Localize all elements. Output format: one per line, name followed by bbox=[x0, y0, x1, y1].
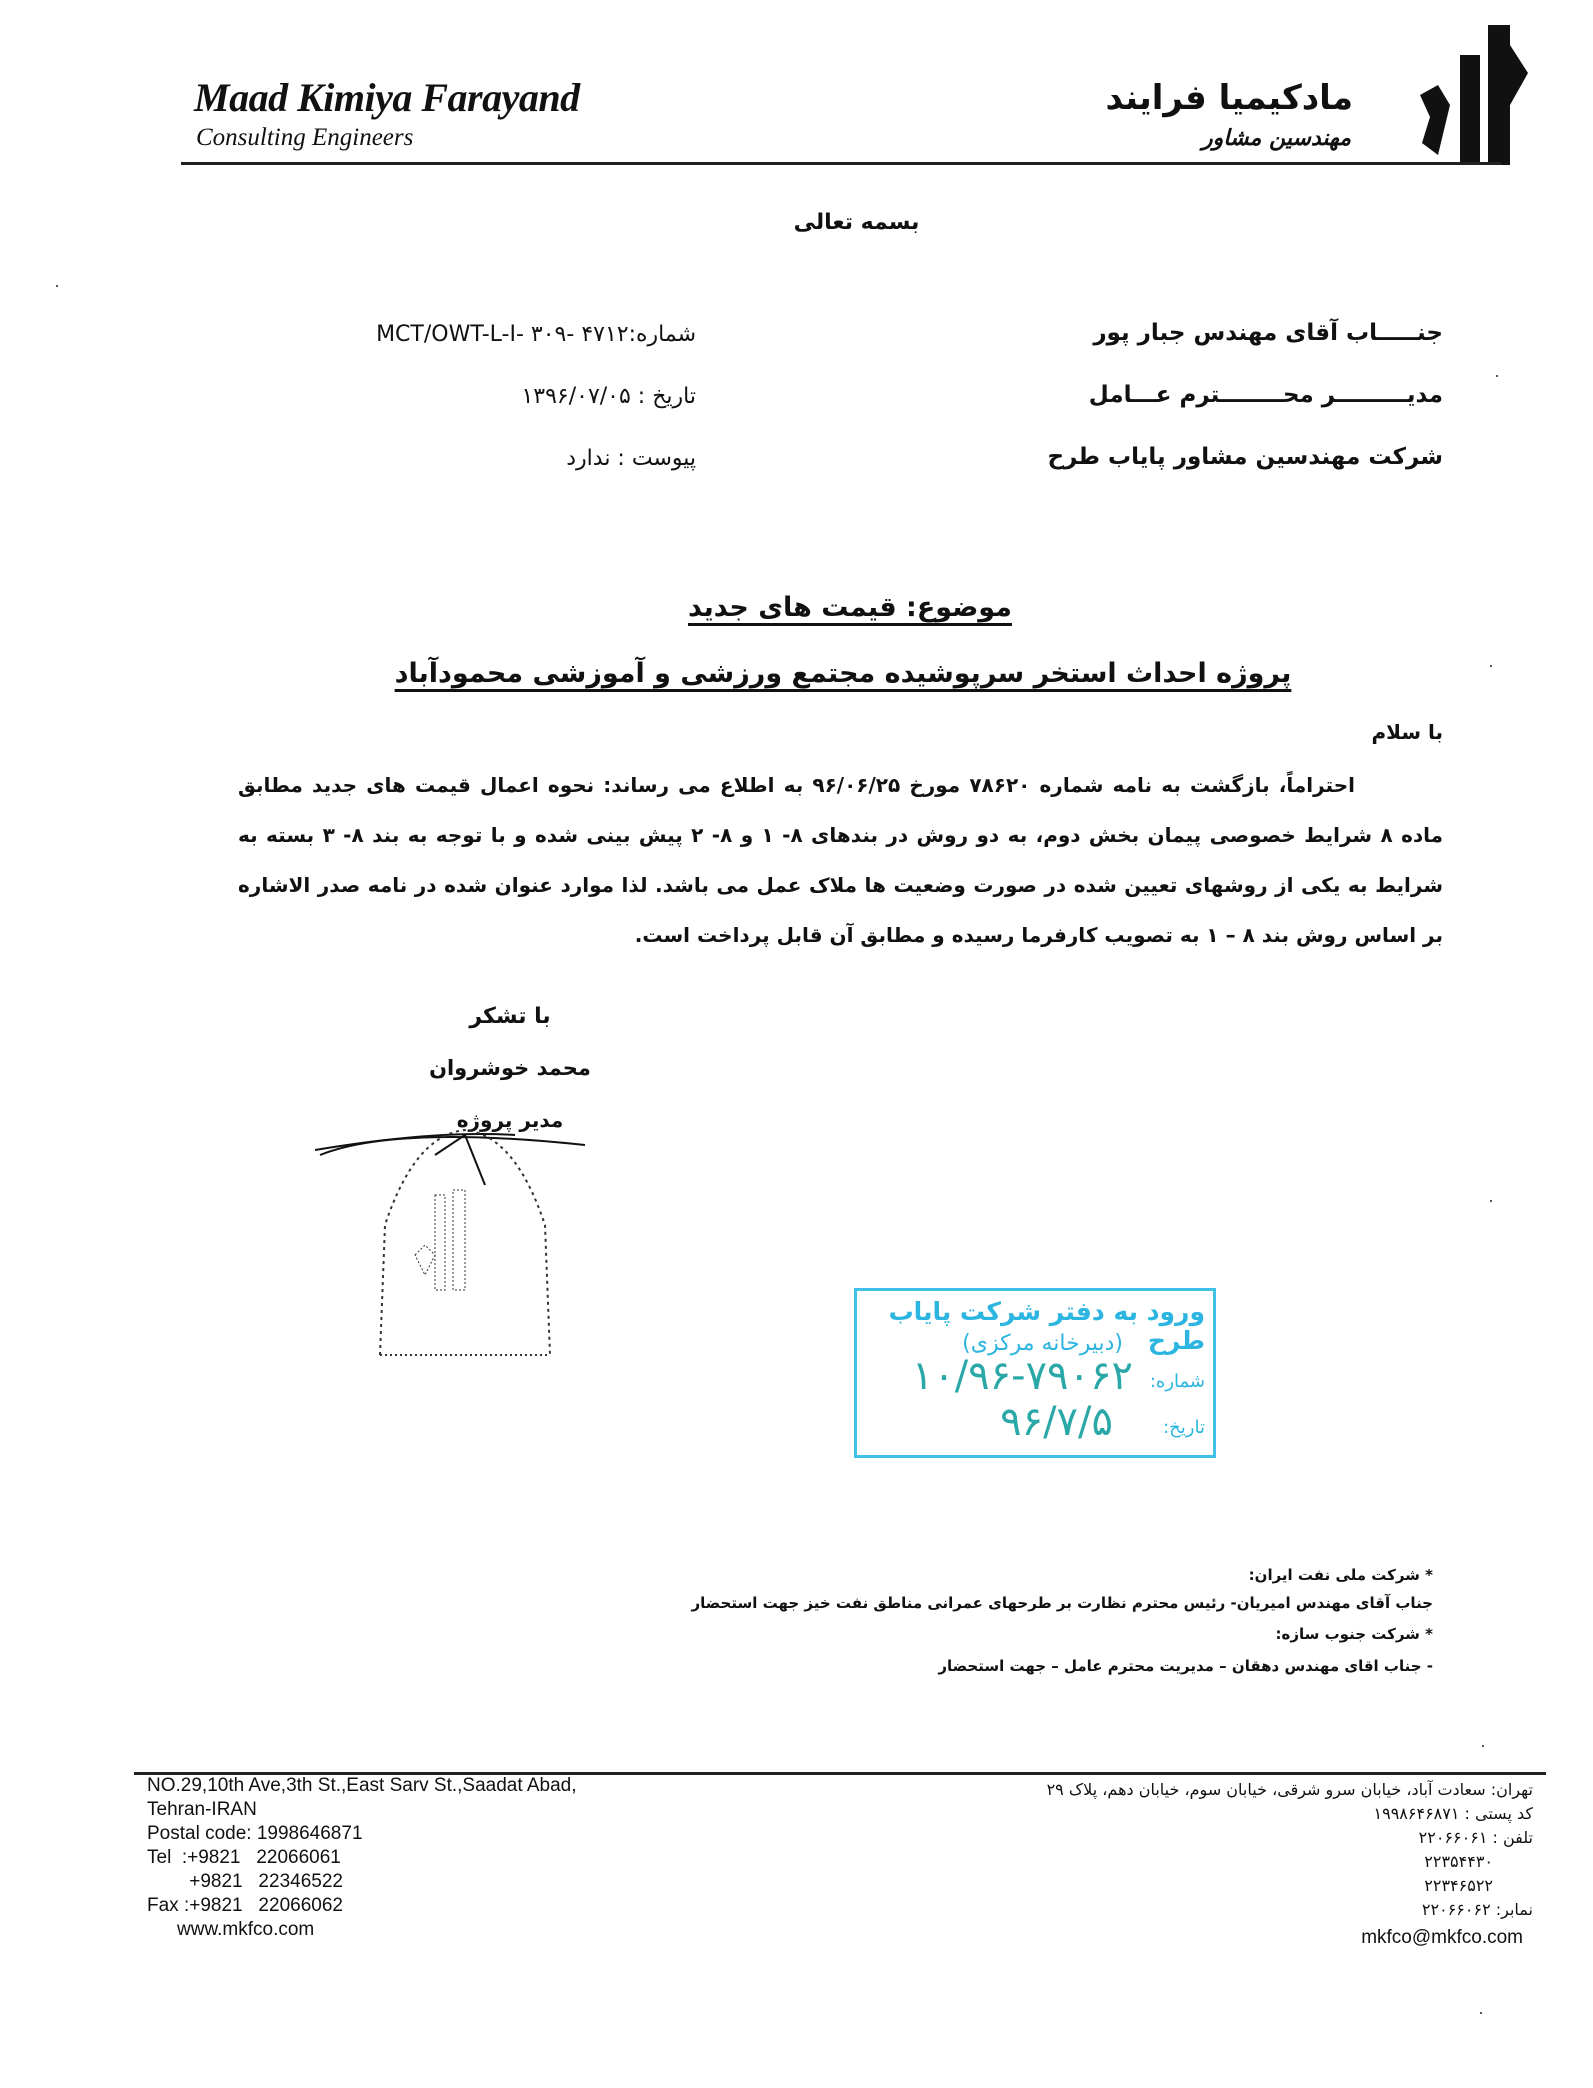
recipient-line-1: جنـــــاب آقای مهندس جبار پور bbox=[1093, 320, 1443, 346]
letter-attachment: پیوست : ندارد bbox=[566, 446, 696, 471]
header-divider bbox=[181, 162, 1501, 165]
footer-line: NO.29,10th Ave,3th St.,East Sarv St.,Saadat Abad, bbox=[147, 1775, 577, 1796]
footer-address-en bbox=[147, 1774, 577, 1942]
stamp-date-value: ۹۶/۷/۵ bbox=[1000, 1399, 1113, 1445]
signer-title: مدیر پروژه bbox=[456, 1108, 564, 1132]
company-subtitle-en: Consulting Engineers bbox=[196, 124, 414, 151]
company-subtitle-fa: مهندسین مشاور bbox=[1202, 126, 1351, 151]
company-name-en: Maad Kimiya Farayand bbox=[194, 75, 580, 120]
recipient-line-2: مدیـــــــــر محــــــــترم عـــامل bbox=[1088, 382, 1443, 408]
stamp-number-label: شماره: bbox=[1149, 1371, 1205, 1392]
footer-line: Postal code: 1998646871 bbox=[147, 1823, 363, 1844]
invocation: بسمه تعالی bbox=[793, 210, 920, 235]
stamp-subtitle: (دبیرخانه مرکزی) bbox=[962, 1331, 1123, 1356]
footer-line: ۲۲۳۵۴۴۳۰ bbox=[1424, 1852, 1493, 1871]
project-text: پروژه احداث استخر سرپوشیده مجتمع ورزشی و آموزشی محمودآباد bbox=[394, 658, 1292, 689]
letter-date: تاریخ : ۱۳۹۶/۰۷/۰۵ bbox=[521, 384, 696, 409]
body-paragraph: احتراماً، بازگشت به نامه شماره ۷۸۶۲۰ مورخ ۹۶/۰۶/۲۵ به اطلاع می رساند: نحوه اعمال قیمت های جدید مطابق ماده ۸ شرایط خصوصی پیمان بخش دوم، به دو روش در بندهای ۸- ۱ و ۸- ۲ پیش بینی شده و با توجه به بند ۸- ۳ بسته به شرایط به یکی از روشهای تعیین شده در صورت وضعیت ها ملاک عمل می باشد. لذا موارد عنوان شده در نامه صدر الاشاره بر اساس روش بند ۸ – ۱ به تصویب کارفرما رسیده و مطابق آن قابل پرداخت است. bbox=[238, 773, 1444, 947]
stamp-number-value: ۱۰/۹۶-۷۹۰۶۲ bbox=[911, 1353, 1133, 1399]
footer-line: نمابر: ۲۲۰۶۶۰۶۲ bbox=[1421, 1900, 1533, 1919]
scan-speck bbox=[1482, 1745, 1484, 1747]
recipient-line-3: شرکت مهندسین مشاور پایاب طرح bbox=[1047, 444, 1443, 470]
footer-line: تهران: سعادت آباد، خیابان سرو شرقی، خیابان سوم، خیابان دهم، پلاک ۲۹ bbox=[1046, 1780, 1533, 1799]
footer-website-link[interactable]: www.mkfco.com bbox=[177, 1919, 315, 1940]
letter-body bbox=[238, 760, 1443, 960]
footer-line: Tel :+9821 22066061 bbox=[147, 1847, 341, 1868]
closing: با تشکر bbox=[469, 1004, 551, 1029]
footer-line: Fax :+9821 22066062 bbox=[147, 1895, 343, 1916]
footer-line: +9821 22346522 bbox=[147, 1871, 343, 1892]
project-title bbox=[0, 658, 1593, 689]
received-stamp bbox=[854, 1288, 1216, 1458]
footer-line: کد پستی : ۱۹۹۸۶۴۶۸۷۱ bbox=[1373, 1804, 1533, 1823]
signer-name: محمد خوشروان bbox=[429, 1056, 591, 1080]
greeting: با سلام bbox=[1371, 720, 1443, 744]
footer-line: Tehran-IRAN bbox=[147, 1799, 257, 1820]
scan-speck bbox=[1490, 665, 1492, 667]
cc-line: - جناب اقای مهندس دهقان – مدیریت محترم عامل – جهت استحضار bbox=[938, 1657, 1433, 1675]
footer-address-fa bbox=[1047, 1778, 1533, 1950]
cc-line: * شرکت جنوب سازه: bbox=[1275, 1625, 1433, 1643]
stamp-date-label: تاریخ: bbox=[1163, 1417, 1205, 1438]
stamp-title: ورود به دفتر شرکت پایاب طرح bbox=[888, 1297, 1205, 1355]
subject-text: موضوع: قیمت های جدید bbox=[688, 592, 1012, 623]
cc-line: * شرکت ملی نفت ایران: bbox=[1248, 1566, 1433, 1584]
scan-speck bbox=[56, 285, 58, 287]
company-seal-and-signature bbox=[315, 1105, 685, 1365]
company-logo-icon bbox=[1360, 25, 1530, 165]
scan-speck bbox=[1490, 1200, 1492, 1202]
subject-line bbox=[0, 592, 1593, 623]
footer-line: ۲۲۳۴۶۵۲۲ bbox=[1424, 1876, 1493, 1895]
scan-speck bbox=[1480, 2012, 1482, 2014]
footer-email-link[interactable]: mkfco@mkfco.com bbox=[1361, 1927, 1523, 1948]
cc-line: جناب آقای مهندس امیریان- رئیس محترم نظارت بر طرحهای عمرانی مناطق نفت خیز جهت استحضار bbox=[691, 1594, 1433, 1612]
scan-speck bbox=[1496, 375, 1498, 377]
footer-line: تلفن : ۲۲۰۶۶۰۶۱ bbox=[1418, 1828, 1533, 1847]
letter-number: شماره:۴۷۱۲ -MCT/OWT-L-I- ۳۰۹ bbox=[376, 322, 696, 347]
company-name-fa: مادکیمیا فرایند bbox=[1105, 78, 1353, 118]
